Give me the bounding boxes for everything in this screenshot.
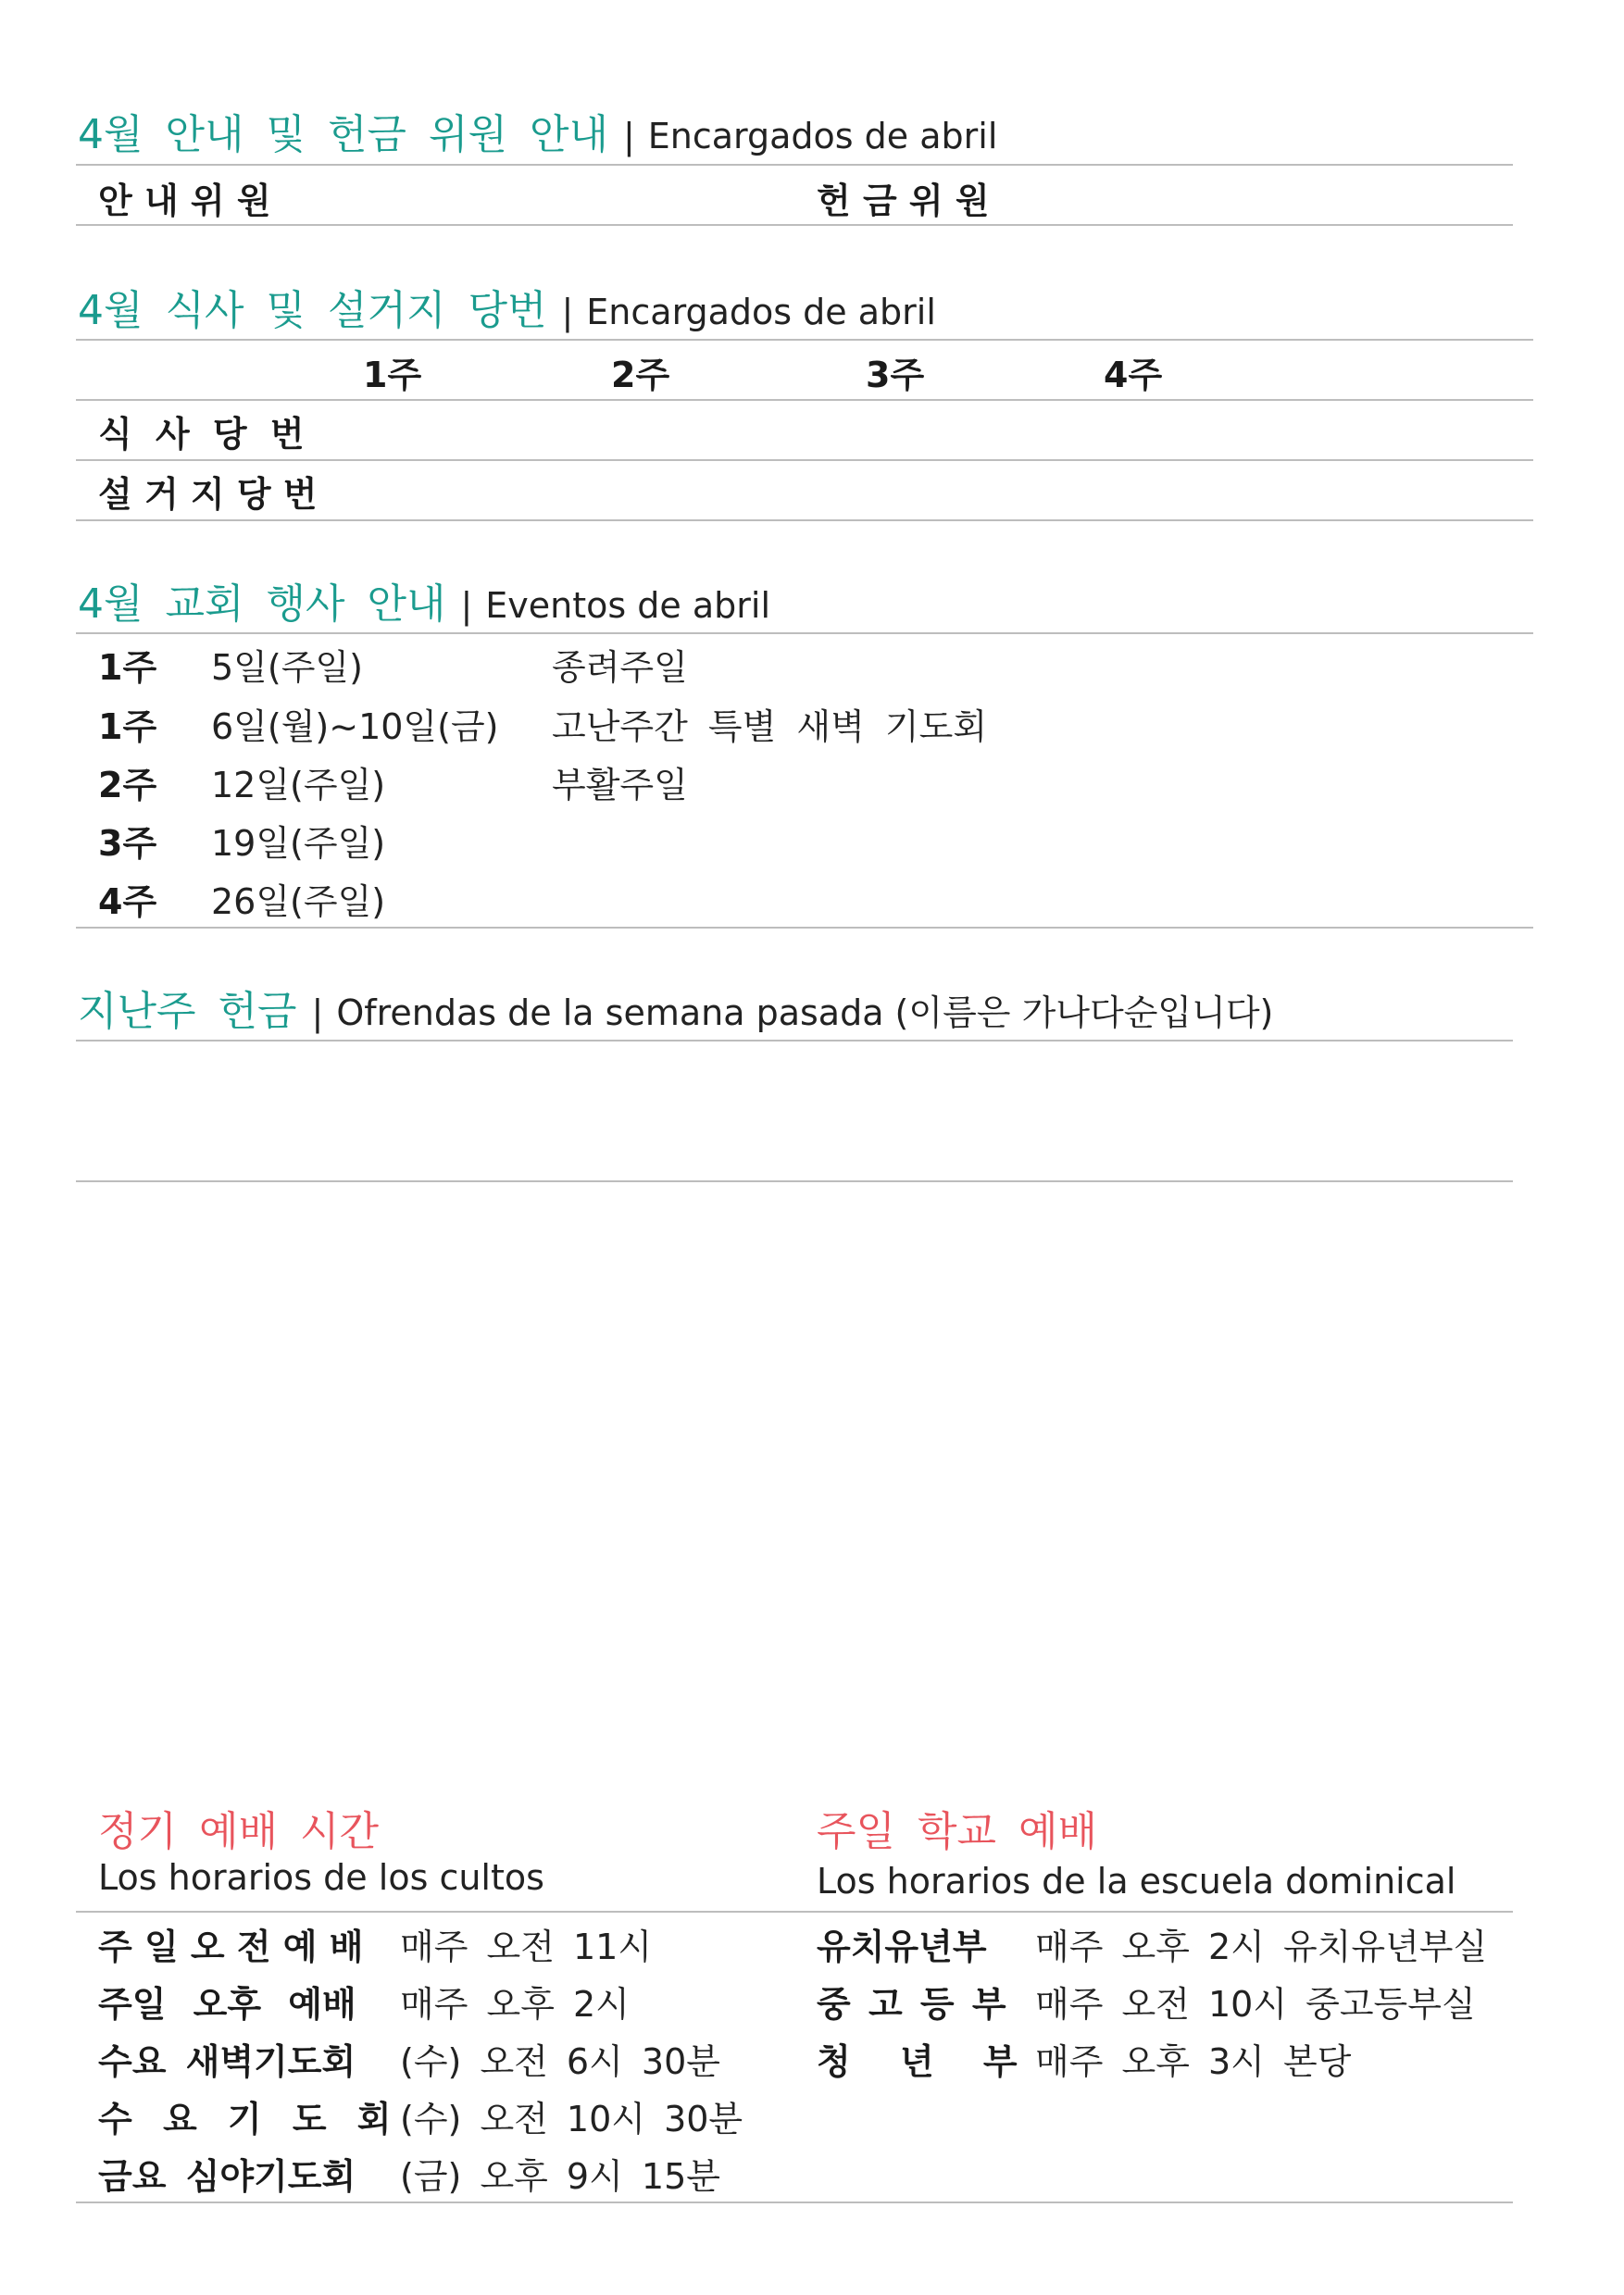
event-week: 2주 bbox=[98, 765, 157, 805]
section1-title-es: Encargados de abril bbox=[647, 116, 998, 156]
event-desc: 종려주일 bbox=[552, 647, 688, 688]
worship-label: 주일 오후 예배 bbox=[98, 1984, 356, 2025]
section3-rule-bottom bbox=[76, 927, 1533, 929]
section1-rule-top bbox=[76, 164, 1513, 166]
section4-title-kr: 지난주 헌금 bbox=[78, 988, 297, 1035]
event-week: 3주 bbox=[98, 823, 157, 864]
meal-duty-label: 식 사 당 번 bbox=[98, 414, 305, 455]
section2-rule-4 bbox=[76, 519, 1533, 521]
section3-sep: | bbox=[460, 585, 473, 626]
event-date: 5일(주일) bbox=[211, 647, 363, 688]
school-label: 중 고 등 부 bbox=[817, 1984, 1006, 2025]
schedule-rule-bottom bbox=[76, 2201, 1513, 2203]
section4-rule-top bbox=[76, 1040, 1513, 1041]
school-subtitle: Los horarios de la escuela dominical bbox=[817, 1861, 1456, 1902]
week-2-header: 2주 bbox=[611, 355, 670, 395]
event-week: 1주 bbox=[98, 647, 157, 688]
section4-title-es: Ofrendas de la semana pasada (이름은 가나다순입니다) bbox=[336, 992, 1274, 1033]
event-desc: 부활주일 bbox=[552, 765, 688, 805]
worship-label: 수요 새벽기도회 bbox=[98, 2041, 356, 2082]
section1-sep: | bbox=[622, 116, 635, 156]
event-week: 4주 bbox=[98, 881, 157, 922]
section1-col-ushers: 안 내 위 원 bbox=[98, 181, 271, 221]
worship-label: 주 일 오 전 예 배 bbox=[98, 1927, 364, 1967]
section2-rule-2 bbox=[76, 399, 1533, 401]
section2-rule-1 bbox=[76, 339, 1533, 341]
section3-heading bbox=[78, 580, 770, 630]
school-time: 매주 오후 3시 본당 bbox=[1035, 2041, 1352, 2082]
worship-time: (수) 오전 6시 30분 bbox=[400, 2041, 720, 2082]
event-date: 19일(주일) bbox=[211, 823, 386, 864]
school-label: 청 년 부 bbox=[817, 2041, 1018, 2082]
section3-title-kr: 4월 교회 행사 안내 bbox=[78, 580, 446, 628]
week-3-header: 3주 bbox=[866, 355, 925, 395]
section2-title-kr: 4월 식사 및 설거지 당번 bbox=[78, 287, 547, 334]
section2-sep: | bbox=[561, 292, 574, 332]
section4-sep: | bbox=[311, 992, 324, 1033]
section2-heading bbox=[78, 287, 936, 336]
dish-duty-label: 설 거 지 당 번 bbox=[98, 474, 318, 515]
section1-heading bbox=[78, 111, 997, 160]
school-time: 매주 오후 2시 유치유년부실 bbox=[1035, 1927, 1488, 1967]
section1-title-kr: 4월 안내 및 헌금 위원 안내 bbox=[78, 111, 608, 158]
worship-label: 금요 심야기도회 bbox=[98, 2156, 356, 2197]
section1-col-offering: 헌 금 위 원 bbox=[817, 181, 990, 221]
worship-subtitle: Los horarios de los cultos bbox=[98, 1857, 544, 1898]
school-label: 유치유년부 bbox=[817, 1927, 987, 1967]
school-time: 매주 오전 10시 중고등부실 bbox=[1035, 1984, 1476, 2025]
section2-rule-3 bbox=[76, 459, 1533, 461]
section4-heading bbox=[78, 988, 1273, 1037]
event-date: 26일(주일) bbox=[211, 881, 386, 922]
worship-time: (수) 오전 10시 30분 bbox=[400, 2099, 743, 2139]
event-date: 12일(주일) bbox=[211, 765, 386, 805]
school-title: 주일 학교 예배 bbox=[817, 1808, 1097, 1855]
week-1-header: 1주 bbox=[363, 355, 422, 395]
section4-rule-bottom bbox=[76, 1180, 1513, 1182]
worship-time: 매주 오전 11시 bbox=[400, 1927, 653, 1967]
section2-title-es: Encargados de abril bbox=[586, 292, 936, 332]
week-4-header: 4주 bbox=[1104, 355, 1163, 395]
schedule-rule-top bbox=[76, 1911, 1513, 1913]
event-date: 6일(월)~10일(금) bbox=[211, 706, 499, 747]
worship-label: 수 요 기 도 회 bbox=[98, 2099, 392, 2139]
event-week: 1주 bbox=[98, 706, 157, 747]
worship-title: 정기 예배 시간 bbox=[98, 1808, 379, 1855]
event-desc: 고난주간 특별 새벽 기도회 bbox=[552, 706, 988, 747]
worship-time: 매주 오후 2시 bbox=[400, 1984, 630, 2025]
worship-time: (금) 오후 9시 15분 bbox=[400, 2156, 720, 2197]
section3-title-es: Eventos de abril bbox=[485, 585, 771, 626]
section1-rule-bottom bbox=[76, 224, 1513, 226]
section3-rule-top bbox=[76, 632, 1533, 634]
